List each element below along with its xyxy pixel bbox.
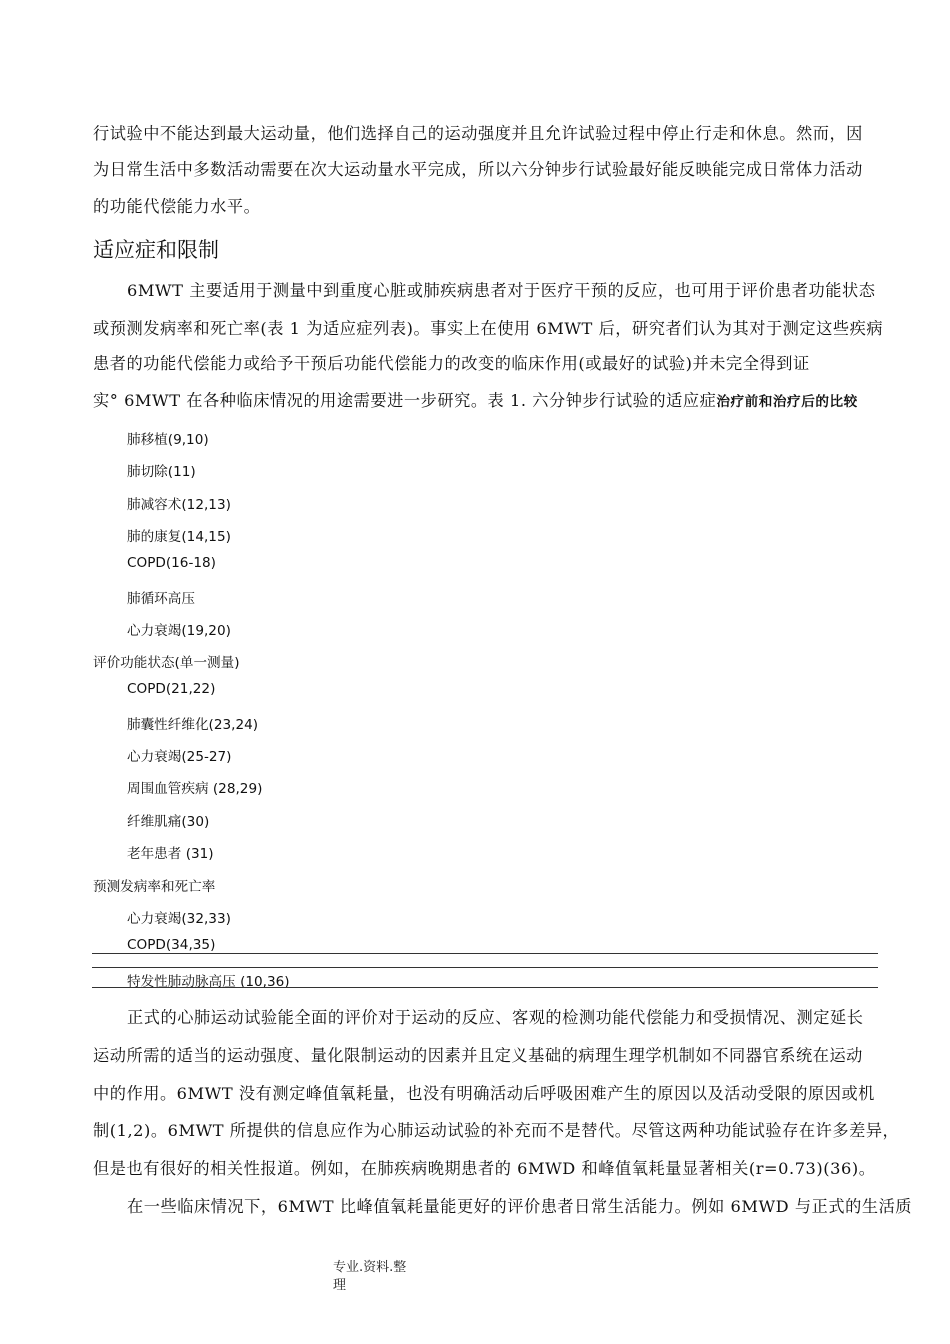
list-item: 特发性肺动脉高压 (10,36) [127, 974, 290, 990]
indications-line-2: 或预测发病率和死亡率(表 1 为适应症列表)。事实上在使用 6MWT 后，研究者们认为其对于测定这些疾病 [93, 319, 884, 338]
footer-line-2: 理 [333, 1278, 347, 1293]
group-title-functional-status: 评价功能状态(单一测量) [93, 655, 240, 671]
list-item: 肺循环高压 [127, 591, 195, 607]
cpet-line-1: 正式的心肺运动试验能全面的评价对于运动的反应、客观的检测功能代偿能力和受损情况、测定延长 [127, 1008, 864, 1027]
cpet-line-4: 制(1,2)。6MWT 所提供的信息应作为心肺运动试验的补充而不是替代。尽管这两种功能试验存在许多差异， [93, 1121, 900, 1140]
table-rule [92, 987, 878, 988]
list-item: COPD(16-18) [127, 555, 216, 571]
group-title-prediction: 预测发病率和死亡率 [93, 879, 216, 895]
intro-line-3: 的功能代偿能力水平。 [93, 197, 261, 216]
indications-line-4 [93, 387, 858, 411]
list-item: 纤维肌痛(30) [127, 814, 210, 830]
indications-line-4-text: 实° 6MWT 在各种临床情况的用途需要进一步研究。表 1. 六分钟步行试验的适应症 [93, 391, 717, 410]
list-item: 肺移植(9,10) [127, 432, 209, 448]
list-item: 周围血管疾病 (28,29) [127, 781, 263, 797]
list-item: 肺切除(11) [127, 464, 196, 480]
list-item: 肺减容术(12,13) [127, 497, 231, 513]
list-item: COPD(34,35) [127, 937, 216, 953]
cpet-line-5: 但是也有很好的相关性报道。例如，在肺疾病晚期患者的 6MWD 和峰值氧耗量显著相关(r=0.73)(36)。 [93, 1159, 876, 1178]
intro-line-2: 为日常生活中多数活动需要在次大运动量水平完成，所以六分钟步行试验最好能反映能完成日常体力活动 [93, 160, 863, 179]
list-item: 老年患者 (31) [127, 846, 214, 862]
table-rule [92, 967, 878, 968]
list-item: 心力衰竭(19,20) [127, 623, 231, 639]
cpet-line-3: 中的作用。6MWT 没有测定峰值氧耗量，也没有明确活动后呼吸困难产生的原因以及活动受限的原因或机 [93, 1084, 875, 1103]
indications-line-1: 6MWT 主要适用于测量中到重度心脏或肺疾病患者对于医疗干预的反应，也可用于评价患者功能状态 [127, 281, 876, 300]
list-item: 心力衰竭(25-27) [127, 749, 232, 765]
footer-line-1: 专业.资料.整 [333, 1260, 407, 1275]
list-item: 心力衰竭(32,33) [127, 911, 231, 927]
list-item: COPD(21,22) [127, 681, 216, 697]
list-item: 肺的康复(14,15) [127, 529, 231, 545]
intro-line-1: 行试验中不能达到最大运动量，他们选择自己的运动强度并且允许试验过程中停止行走和休息。然而，因 [93, 124, 863, 143]
indications-line-3: 患者的功能代偿能力或给予干预后功能代偿能力的改变的临床作用(或最好的试验)并未完全得到证 [93, 354, 810, 373]
cpet-line-2: 运动所需的适当的运动强度、量化限制运动的因素并且定义基础的病理生理学机制如不同器官系统在运动 [93, 1046, 863, 1065]
final-paragraph-line: 在一些临床情况下，6MWT 比峰值氧耗量能更好的评价患者日常生活能力。例如 6MWD 与正式的生活质 [127, 1197, 913, 1216]
table-rule [92, 953, 878, 954]
table-title-tail: 治疗前和治疗后的比较 [716, 394, 858, 410]
list-item: 肺囊性纤维化(23,24) [127, 717, 259, 733]
section-heading: 适应症和限制 [93, 238, 219, 262]
